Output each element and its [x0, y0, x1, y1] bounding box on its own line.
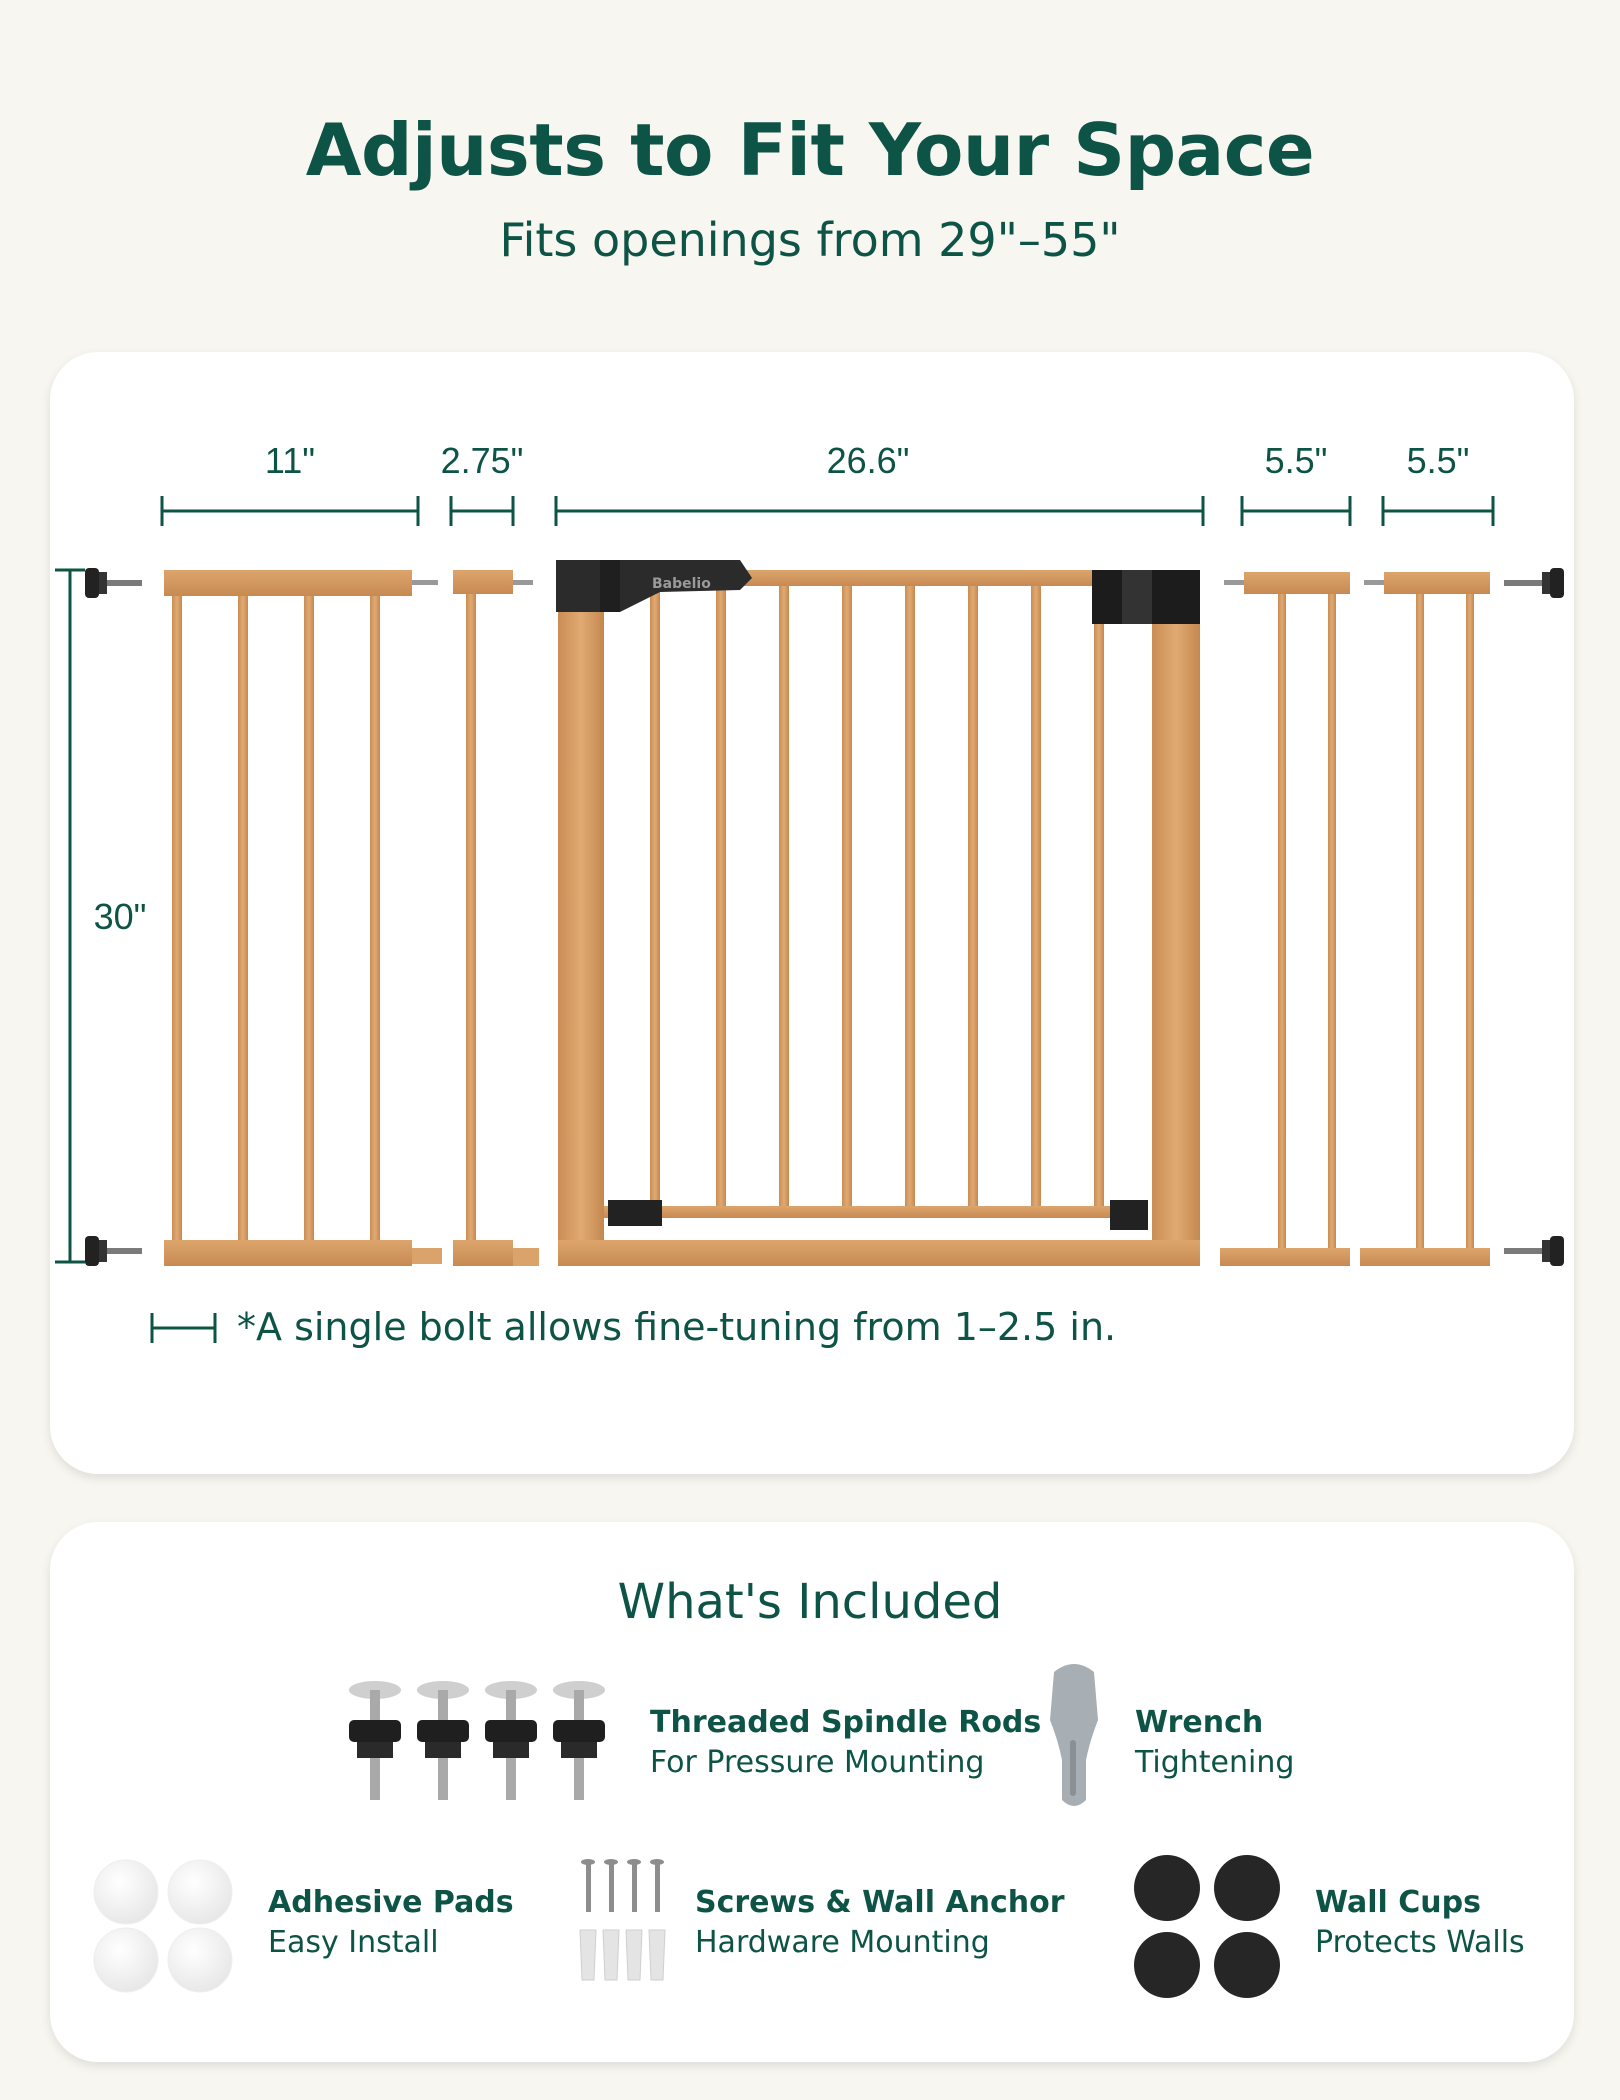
dim-label-height: 30" [93, 896, 147, 937]
item-name-screws: Screws & Wall Anchor [695, 1885, 1065, 1920]
included-title: What's Included [617, 1574, 1003, 1630]
dim-label-11: 11" [264, 440, 316, 481]
page-title: Adjusts to Fit Your Space [305, 108, 1315, 192]
dim-label-5-5-b: 5.5" [1406, 440, 1470, 481]
dim-label-2-75: 2.75" [440, 440, 524, 481]
spindle-rod-icon [1504, 568, 1564, 1266]
page-subtitle: Fits openings from 29"–55" [499, 213, 1121, 267]
screw-icon [580, 1859, 665, 1980]
wrench-icon [1050, 1664, 1098, 1806]
extension-panel-11 [164, 570, 442, 1266]
extension-panel-5-5-b [1360, 572, 1490, 1266]
wall-cup-icon [1134, 1855, 1280, 1998]
item-name-wallcups: Wall Cups [1315, 1885, 1481, 1920]
spindle-rod-icon [349, 1681, 605, 1800]
extension-panel-5-5-a [1220, 572, 1350, 1266]
item-name-wrench: Wrench [1135, 1705, 1264, 1740]
dim-label-26-6: 26.6" [826, 440, 910, 481]
brand-logo: Babelio [652, 576, 711, 592]
item-desc-wallcups: Protects Walls [1315, 1925, 1525, 1960]
dim-label-5-5-a: 5.5" [1264, 440, 1328, 481]
item-name-spindle: Threaded Spindle Rods [650, 1705, 1042, 1740]
fine-tuning-note: *A single bolt allows fine-tuning from 1–2.5 in. [237, 1305, 1117, 1349]
item-name-adhesive: Adhesive Pads [268, 1885, 514, 1920]
main-gate [556, 560, 1200, 1266]
item-desc-spindle: For Pressure Mounting [650, 1745, 985, 1780]
item-desc-adhesive: Easy Install [268, 1925, 439, 1960]
item-desc-wrench: Tightening [1135, 1745, 1295, 1780]
extension-panel-2-75 [453, 570, 539, 1266]
adhesive-pad-icon [94, 1860, 232, 1992]
item-desc-screws: Hardware Mounting [695, 1925, 990, 1960]
